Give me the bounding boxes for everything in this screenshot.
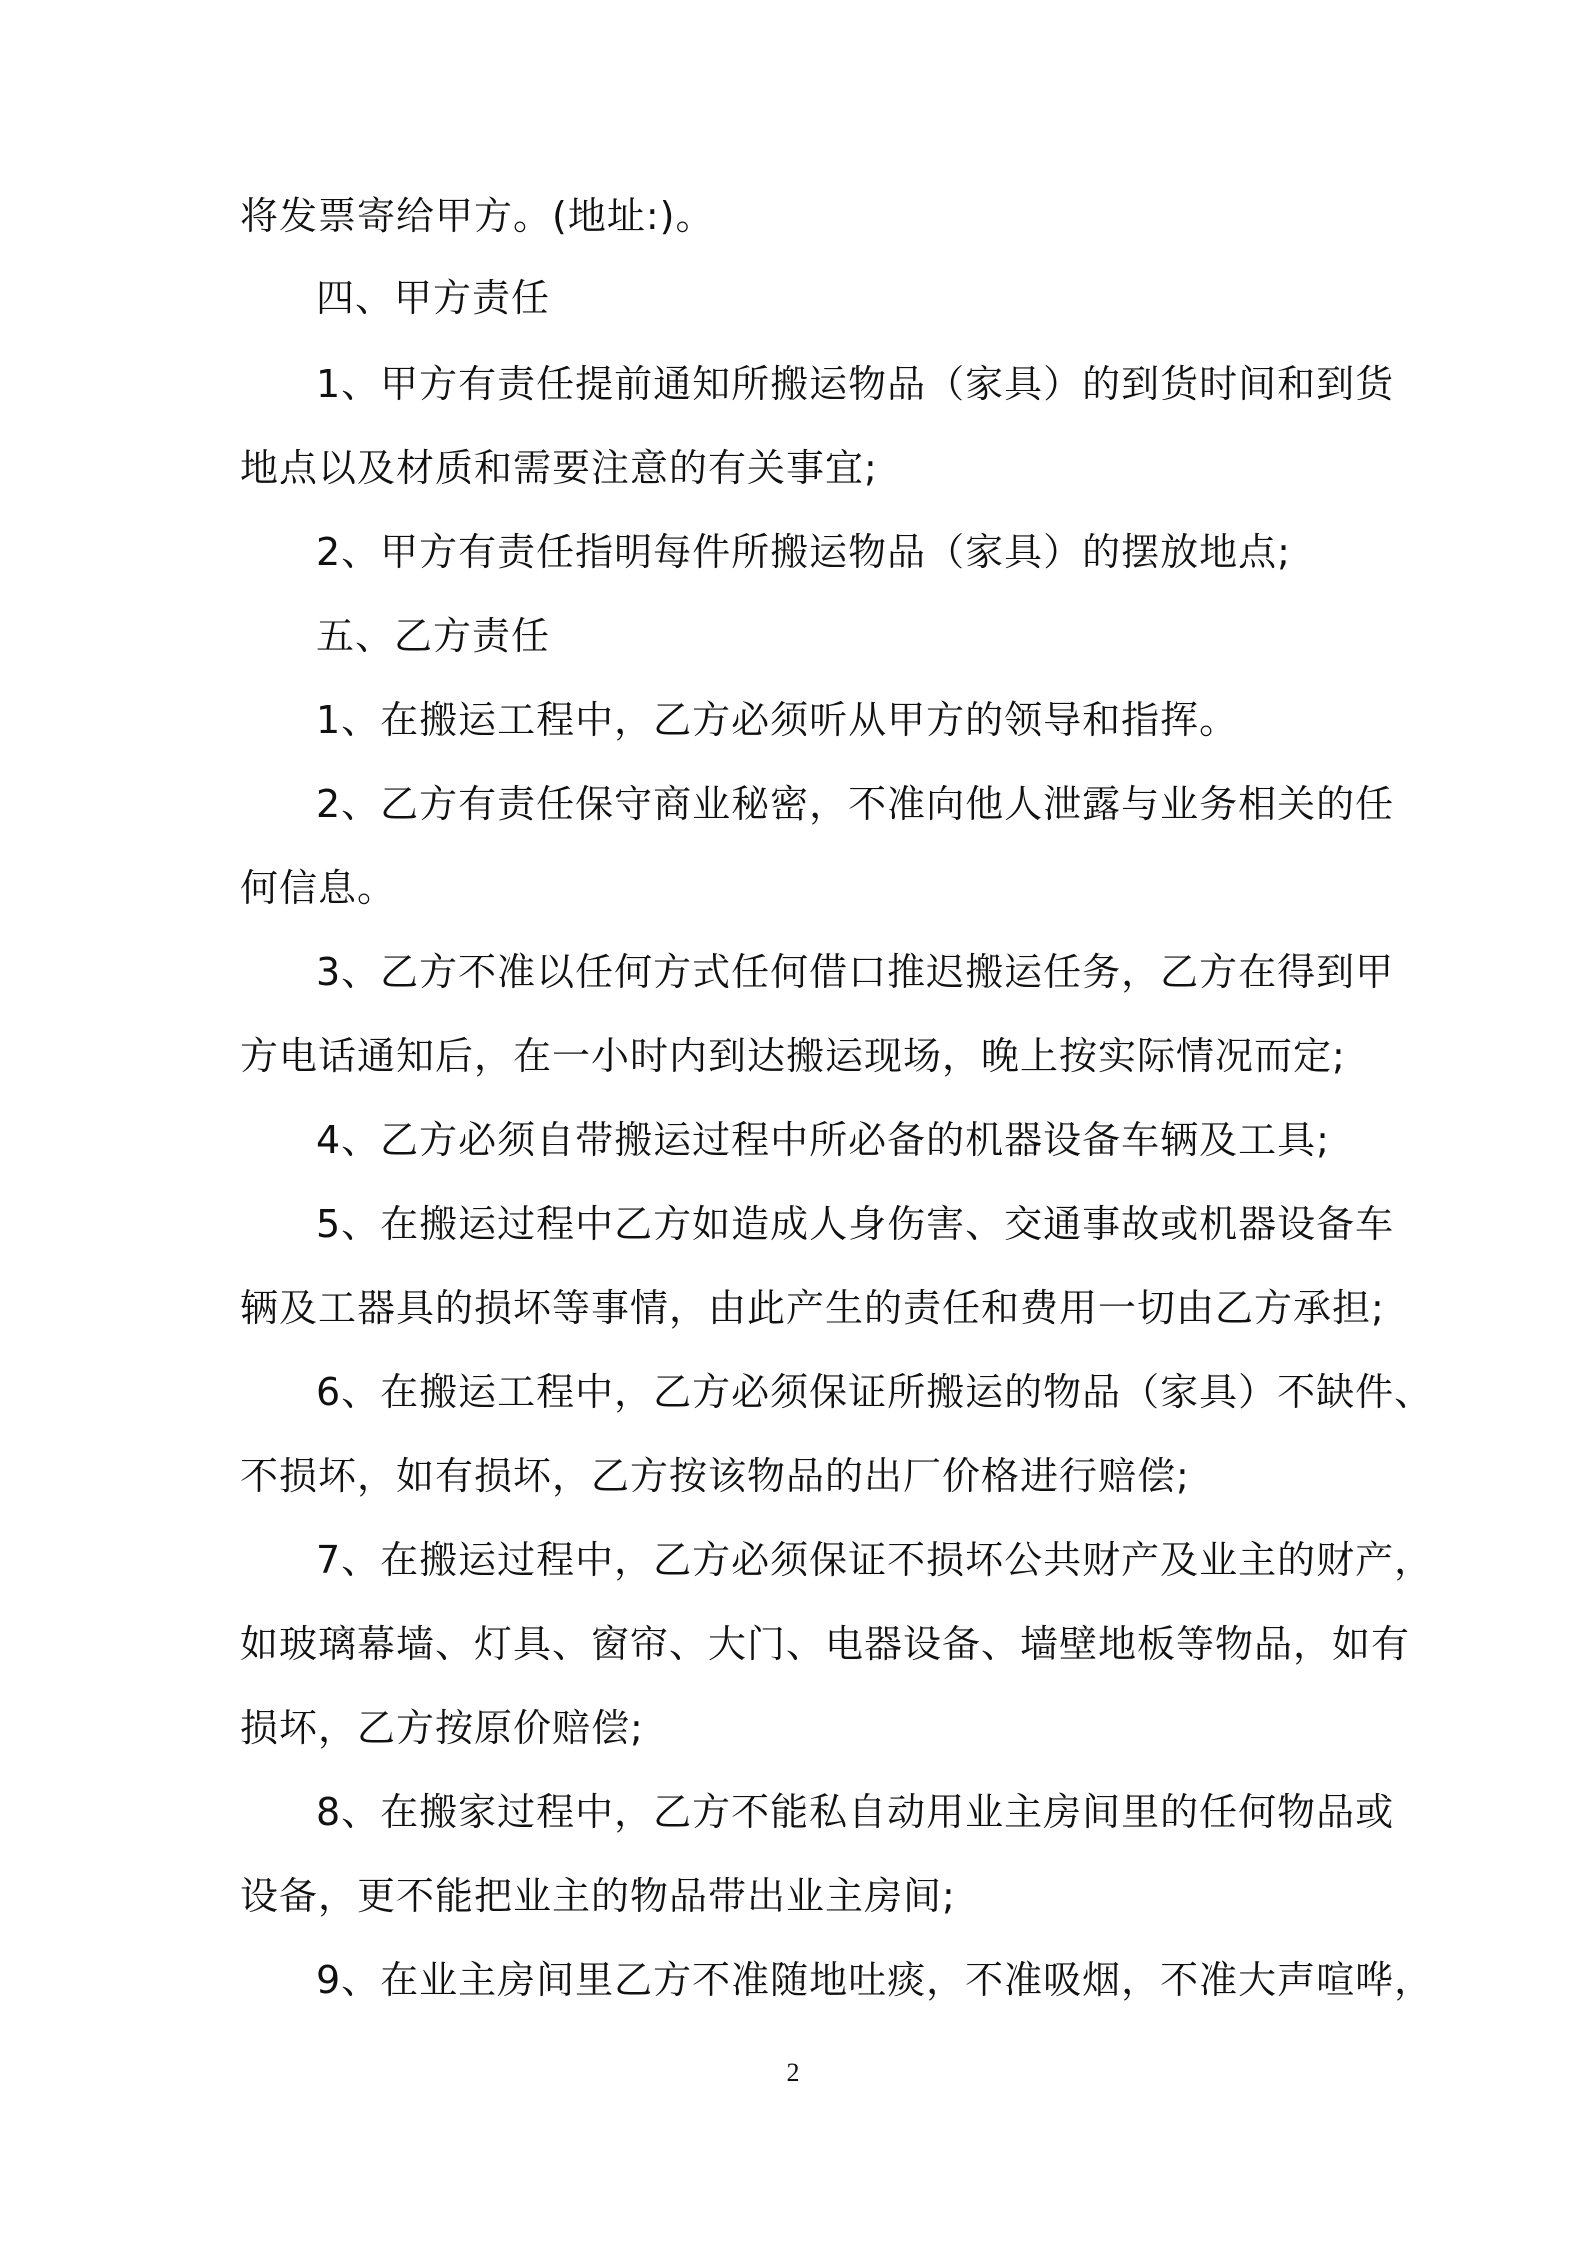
text-line: 何信息。: [240, 866, 397, 910]
text-line: 7、在搬运过程中，乙方必须保证不损坏公共财产及业主的财产，: [316, 1538, 1434, 1582]
text-line: 8、在搬家过程中，乙方不能私自动用业主房间里的任何物品或: [316, 1790, 1395, 1834]
text-line: 2、乙方有责任保守商业秘密，不准向他人泄露与业务相关的任: [316, 782, 1395, 826]
text-line: 5、在搬运过程中乙方如造成人身伤害、交通事故或机器设备车: [316, 1202, 1395, 1246]
text-line: 损坏，乙方按原价赔偿;: [240, 1706, 644, 1750]
text-line: 辆及工器具的损坏等事情，由此产生的责任和费用一切由乙方承担;: [240, 1286, 1385, 1330]
text-line: 9、在业主房间里乙方不准随地吐痰，不准吸烟，不准大声喧哗，: [316, 1958, 1434, 2002]
section-heading: 四、甲方责任: [316, 276, 551, 320]
text-line: 1、甲方有责任提前通知所搬运物品（家具）的到货时间和到货: [316, 362, 1395, 406]
text-line: 3、乙方不准以任何方式任何借口推迟搬运任务，乙方在得到甲: [316, 950, 1395, 994]
page-number: 2: [786, 2058, 800, 2087]
text-line: 设备，更不能把业主的物品带出业主房间;: [240, 1874, 956, 1918]
text-line: 将发票寄给甲方。(地址:)。: [240, 194, 715, 238]
text-line: 地点以及材质和需要注意的有关事宜;: [240, 446, 878, 490]
text-line: 1、在搬运工程中，乙方必须听从甲方的领导和指挥。: [316, 698, 1239, 742]
text-line: 方电话通知后，在一小时内到达搬运现场，晚上按实际情况而定;: [240, 1034, 1346, 1078]
section-heading: 五、乙方责任: [316, 614, 551, 658]
text-line: 如玻璃幕墙、灯具、窗帘、大门、电器设备、墙壁地板等物品，如有: [240, 1622, 1411, 1666]
text-line: 2、甲方有责任指明每件所搬运物品（家具）的摆放地点;: [316, 530, 1291, 574]
text-line: 不损坏，如有损坏，乙方按该物品的出厂价格进行赔偿;: [240, 1454, 1190, 1498]
text-line: 4、乙方必须自带搬运过程中所必备的机器设备车辆及工具;: [316, 1118, 1330, 1162]
text-line: 6、在搬运工程中，乙方必须保证所搬运的物品（家具）不缺件、: [316, 1370, 1434, 1414]
